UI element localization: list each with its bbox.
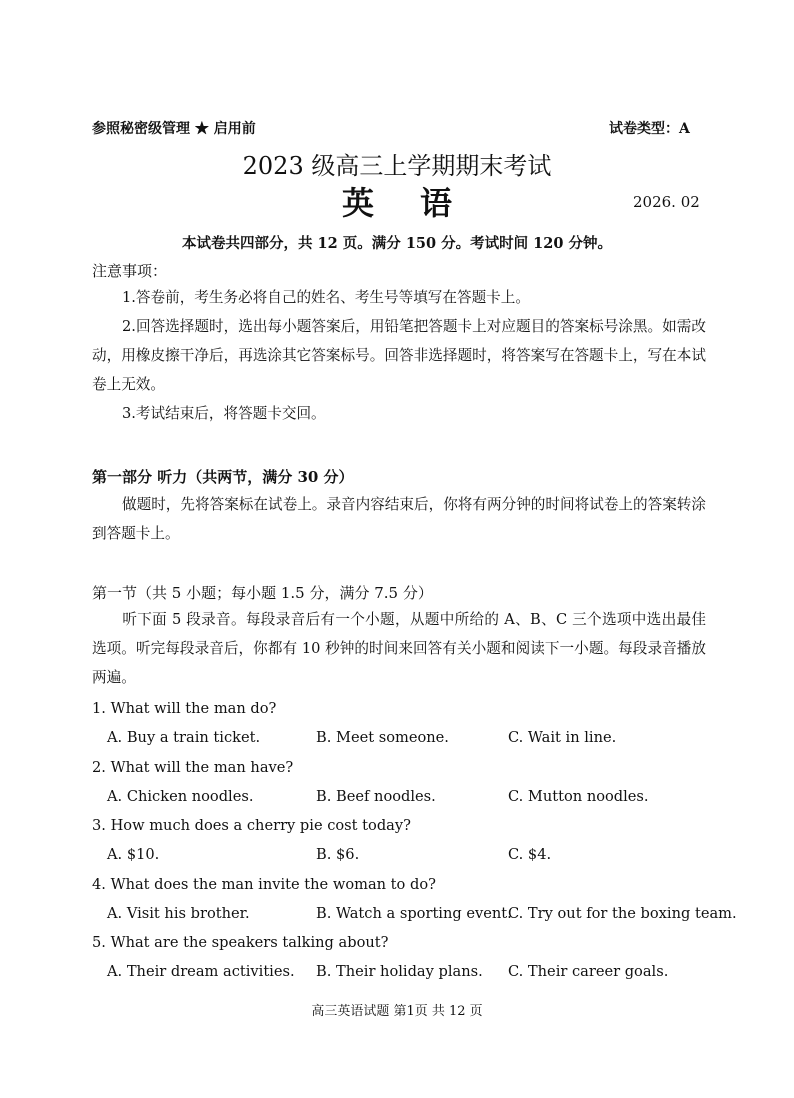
question-4-option-c: C. Try out for the boxing team. [508,905,737,922]
note-item-1 [92,283,706,312]
page-footer: 高三英语试题 第1页 共 12 页 [311,1004,483,1019]
section1-instruction [92,605,706,692]
question-5-option-c: C. Their career goals. [508,963,669,980]
question-2-option-c: C. Mutton noodles. [508,788,649,805]
note-item-3 [92,399,706,428]
part1-instruction-text: 做题时，先将答案标在试卷上。录音内容结束后，你将有两分钟的时间将试卷上的答案转涂到答题卡上。 [92,496,706,542]
question-1-option-b: B. Meet someone. [316,729,449,746]
question-2-stem: 2. What will the man have? [92,759,294,776]
question-2-option-a: A. Chicken noodles. [107,788,254,805]
question-1-option-a: A. Buy a train ticket. [107,729,261,746]
section1-instruction-text: 听下面 5 段录音。每段录音后有一个小题，从题中所给的 A、B、C 三个选项中选出最佳选项。听完每段录音后，你都有 10 秒钟的时间来回答有关小题和阅读下一小题。每段录音播放两遍。 [92,611,706,686]
question-1-option-c: C. Wait in line. [508,729,617,746]
subject-title: 英语 [341,184,498,222]
note-item-2-text: 2.回答选择题时，选出每小题答案后，用铅笔把答题卡上对应题目的答案标号涂黑。如需改动，用橡皮擦干净后，再选涂其它答案标号。回答非选择题时，将答案写在答题卡上，写在本试卷上无效。 [92,318,706,393]
exam-info: 本试卷共四部分，共 12 页。满分 150 分。考试时间 120 分钟。 [182,235,612,252]
exam-title: 2023 级高三上学期期末考试 [242,152,552,180]
question-1-stem: 1. What will the man do? [92,700,277,717]
part1-heading: 第一部分 听力（共两节，满分 30 分） [92,468,354,486]
part1-instruction [92,490,706,548]
note-item-1-text: 1.答卷前，考生务必将自己的姓名、考生号等填写在答题卡上。 [122,289,530,306]
question-4-stem: 4. What does the man invite the woman to do? [92,876,436,893]
question-4-option-a: A. Visit his brother. [107,905,250,922]
question-5-option-b: B. Their holiday plans. [316,963,483,980]
note-item-3-text: 3.考试结束后，将答题卡交回。 [122,405,326,422]
paper-type-label: 试卷类型：A [609,121,690,137]
exam-date: 2026. 02 [633,193,700,211]
note-item-2 [92,312,706,399]
question-3-option-c: C. $4. [508,846,552,863]
question-5-option-a: A. Their dream activities. [107,963,295,980]
question-5-stem: 5. What are the speakers talking about? [92,934,389,951]
question-3-stem: 3. How much does a cherry pie cost today? [92,817,411,834]
question-2-option-b: B. Beef noodles. [316,788,436,805]
confidential-label: 参照秘密级管理 ★ 启用前 [92,121,256,137]
question-3-option-a: A. $10. [107,846,160,863]
question-4-option-b: B. Watch a sporting event. [316,905,512,922]
question-3-option-b: B. $6. [316,846,360,863]
notes-heading: 注意事项： [92,262,168,280]
section1-heading: 第一节（共 5 小题；每小题 1.5 分，满分 7.5 分） [92,584,433,602]
